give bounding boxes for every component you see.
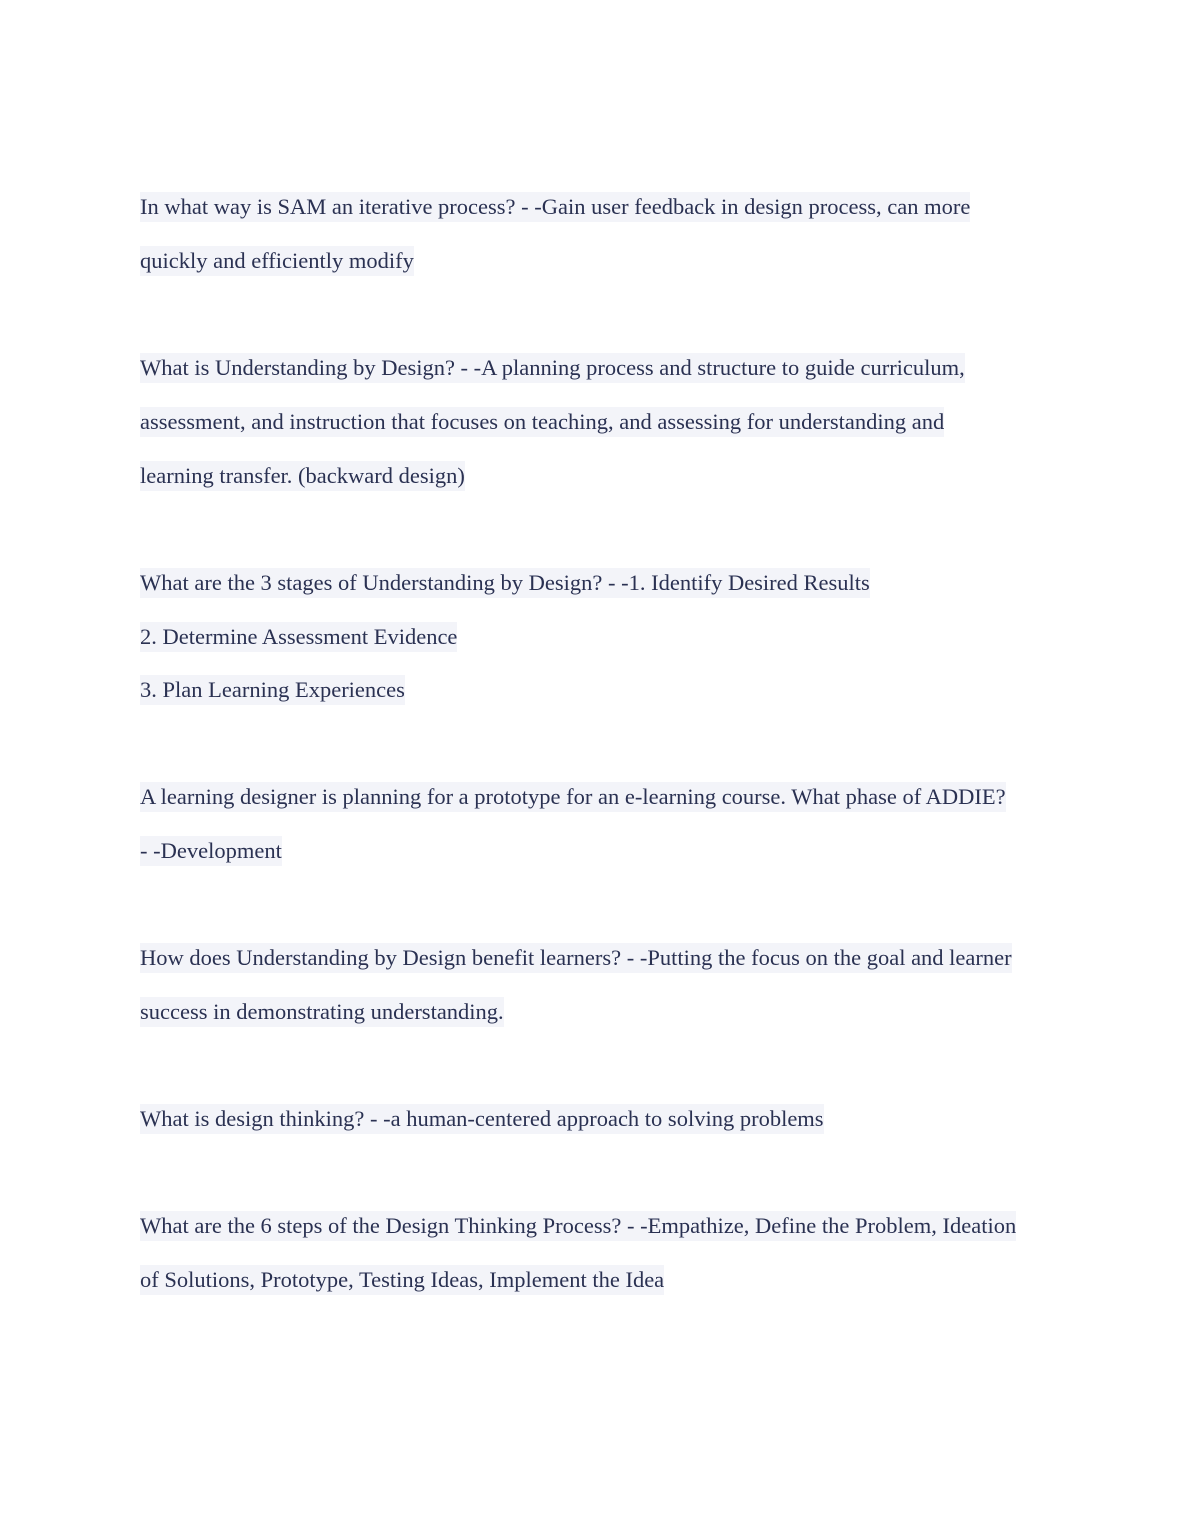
qa-line (140, 610, 1060, 664)
qa-item-addie-phase (140, 770, 1060, 878)
qa-text: What is Understanding by Design? - -A planning process and structure to guide curriculum, (140, 353, 965, 383)
qa-item-design-thinking-steps (140, 1199, 1060, 1307)
qa-line (140, 180, 1060, 234)
qa-line (140, 234, 1060, 288)
qa-line (140, 556, 1060, 610)
qa-line (140, 1199, 1060, 1253)
qa-item-ubd-stages (140, 556, 1060, 717)
qa-item-design-thinking (140, 1092, 1060, 1146)
qa-item-understanding-by-design (140, 341, 1060, 503)
qa-text: quickly and efficiently modify (140, 246, 414, 276)
qa-text: What is design thinking? - -a human-centered approach to solving problems (140, 1104, 824, 1134)
qa-line (140, 449, 1060, 503)
qa-text: of Solutions, Prototype, Testing Ideas, Implement the Idea (140, 1265, 664, 1295)
qa-line (140, 341, 1060, 395)
qa-text: 3. Plan Learning Experiences (140, 675, 405, 705)
qa-text: learning transfer. (backward design) (140, 461, 465, 491)
qa-line (140, 395, 1060, 449)
qa-text: 2. Determine Assessment Evidence (140, 622, 457, 652)
document-body (140, 180, 1060, 1360)
qa-line (140, 931, 1060, 985)
qa-text: In what way is SAM an iterative process? - -Gain user feedback in design process, can more (140, 192, 970, 222)
qa-line (140, 663, 1060, 717)
qa-line (140, 824, 1060, 878)
qa-text: A learning designer is planning for a prototype for an e-learning course. What phase of ADDIE? (140, 782, 1006, 812)
qa-text: assessment, and instruction that focuses on teaching, and assessing for understanding and (140, 407, 944, 437)
qa-line (140, 1253, 1060, 1307)
qa-text: How does Understanding by Design benefit learners? - -Putting the focus on the goal and learner (140, 943, 1012, 973)
qa-text: - -Development (140, 836, 282, 866)
qa-item-sam-iterative (140, 180, 1060, 288)
qa-line (140, 1092, 1060, 1146)
qa-line (140, 770, 1060, 824)
qa-text: success in demonstrating understanding. (140, 997, 504, 1027)
qa-line (140, 985, 1060, 1039)
qa-item-ubd-benefit (140, 931, 1060, 1039)
qa-text: What are the 3 stages of Understanding by Design? - -1. Identify Desired Results (140, 568, 870, 598)
qa-text: What are the 6 steps of the Design Thinking Process? - -Empathize, Define the Problem, Ideation (140, 1211, 1016, 1241)
